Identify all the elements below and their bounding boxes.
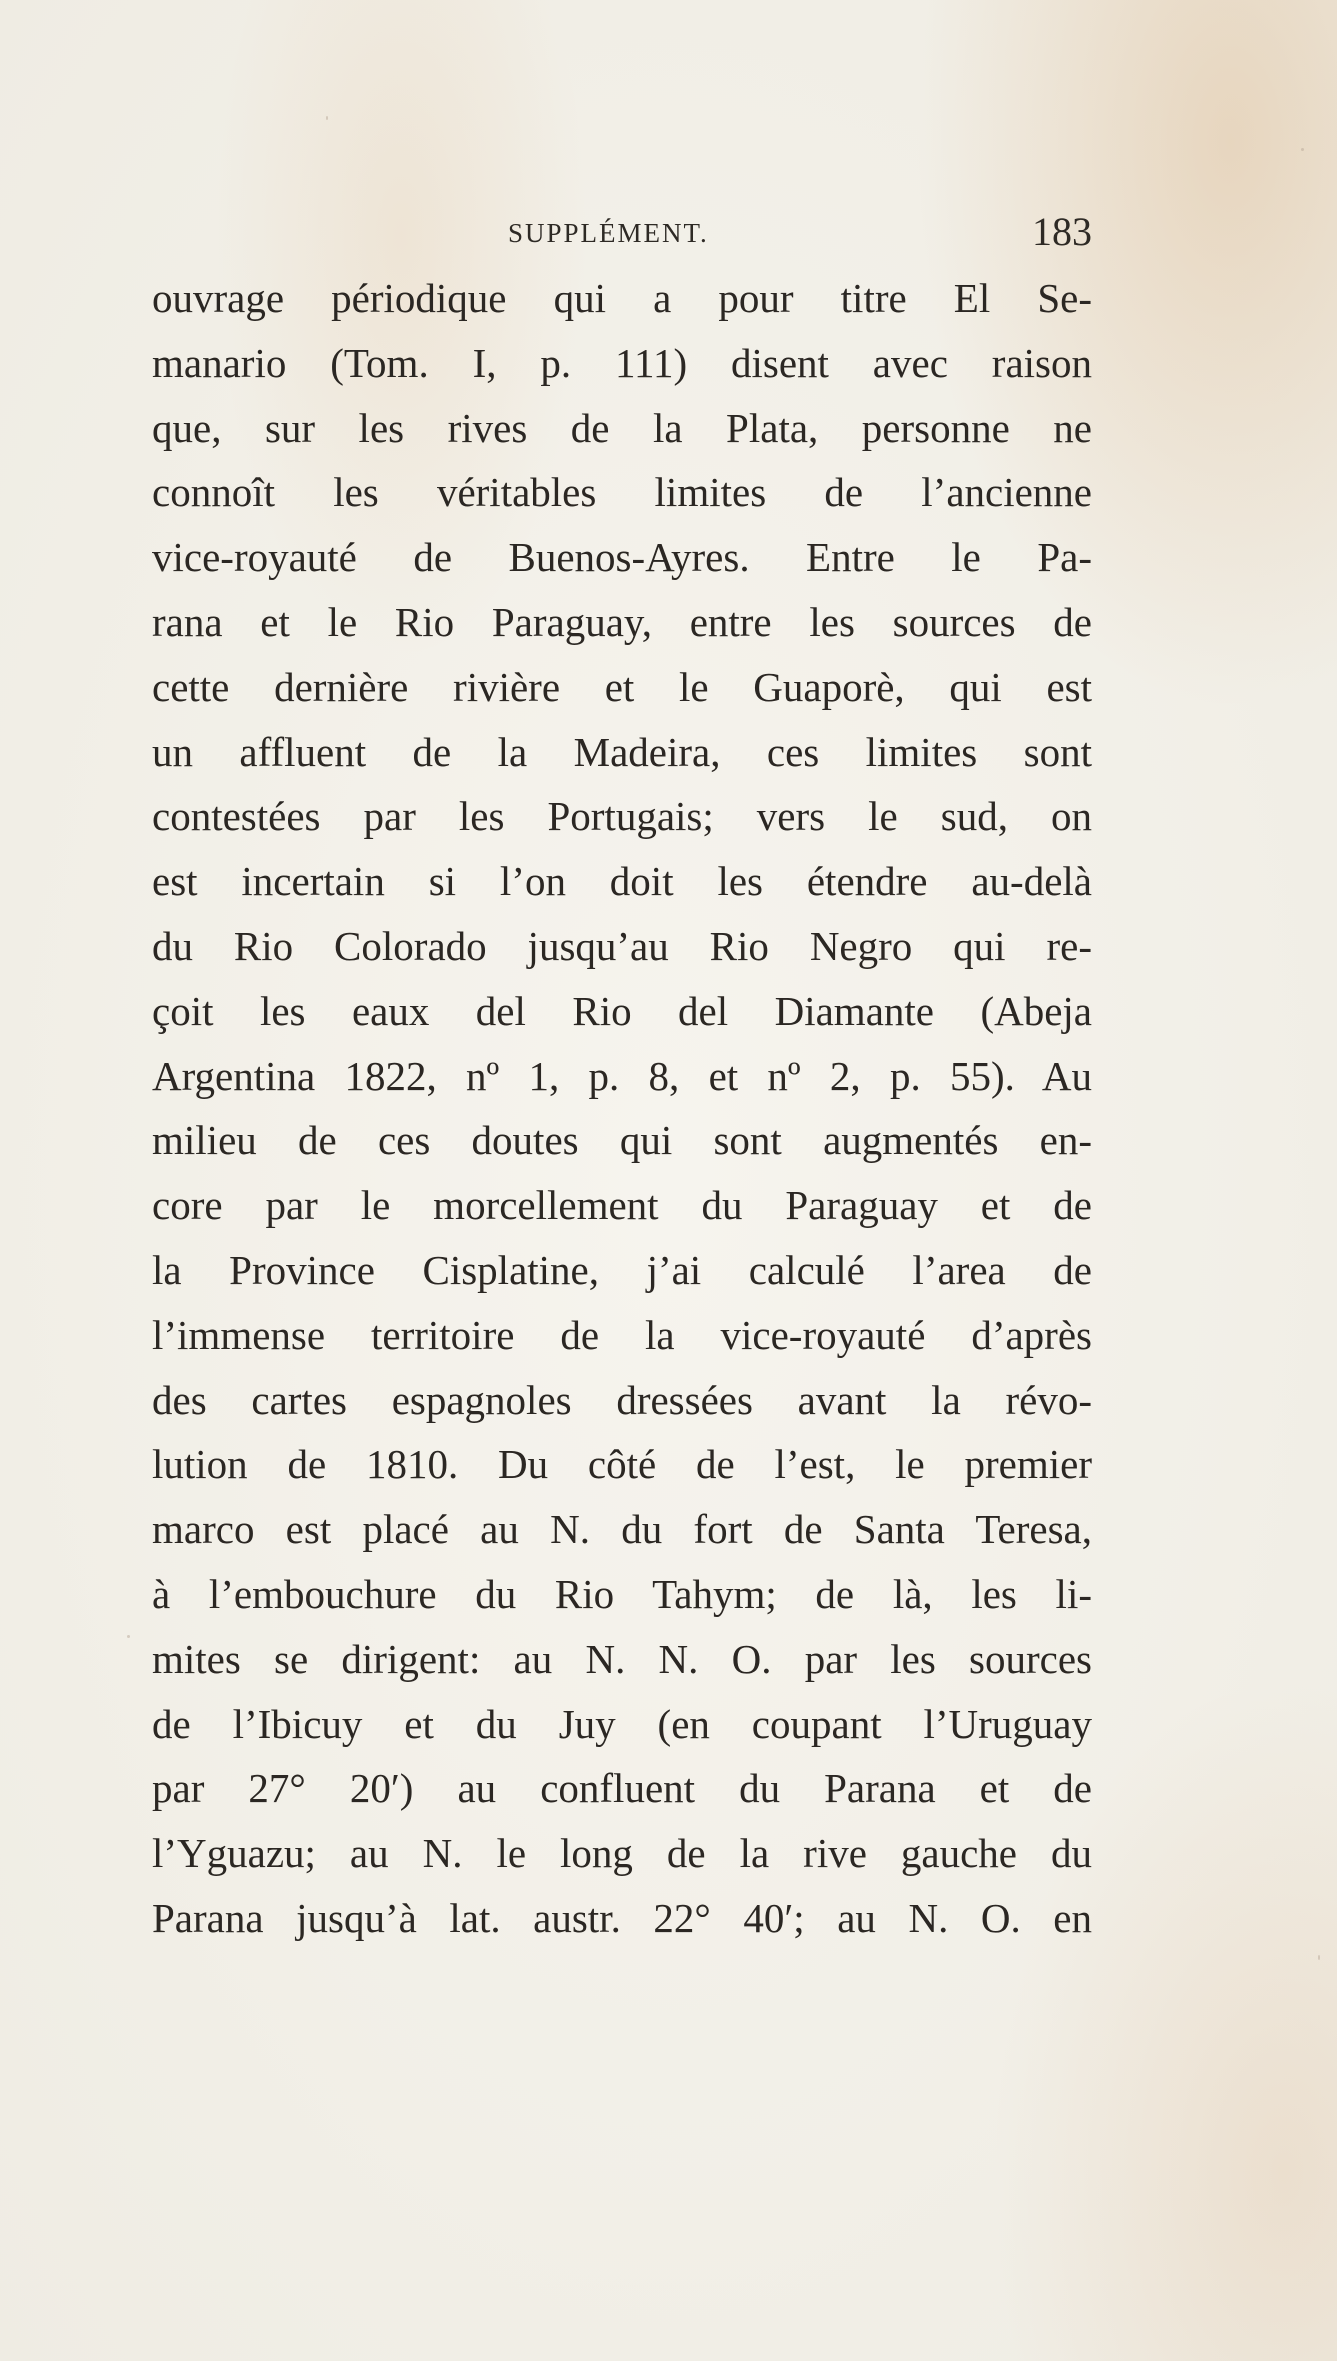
page-header xyxy=(150,208,1092,258)
text-line: marco est placé au N. du fort de Santa Teresa, xyxy=(152,1506,1092,1553)
text-line: de l’Ibicuy et du Juy (en coupant l’Uruguay xyxy=(152,1700,1092,1747)
running-head: SUPPLÉMENT. xyxy=(508,218,709,248)
text-line: est incertain si l’on doit les étendre au-delà xyxy=(152,858,1092,905)
text-line: çoit les eaux del Rio del Diamante (Abeja xyxy=(152,987,1092,1034)
text-line: un affluent de la Madeira, ces limites sont xyxy=(152,728,1092,775)
text-line: Argentina 1822, nº 1, p. 8, et nº 2, p. 55). Au xyxy=(152,1052,1092,1099)
text-line: mites se dirigent: au N. N. O. par les sources xyxy=(152,1635,1092,1682)
paper-speck xyxy=(326,116,328,120)
text-line: connoît les véritables limites de l’ancienne xyxy=(152,469,1092,516)
page-number: 183 xyxy=(1032,209,1092,254)
text-line: des cartes espagnoles dressées avant la révo- xyxy=(152,1376,1092,1423)
text-line: du Rio Colorado jusqu’au Rio Negro qui re- xyxy=(152,922,1092,969)
text-line: lution de 1810. Du côté de l’est, le premier xyxy=(152,1441,1092,1488)
text-line: cette dernière rivière et le Guaporè, qui est xyxy=(152,663,1092,710)
text-line: la Province Cisplatine, j’ai calculé l’area de xyxy=(152,1246,1092,1293)
text-line: Parana jusqu’à lat. austr. 22° 40′; au N. O. en xyxy=(152,1894,1092,1941)
paper-speck xyxy=(127,1635,130,1638)
text-line: à l’embouchure du Rio Tahym; de là, les li- xyxy=(152,1570,1092,1617)
body-text xyxy=(152,266,1092,1951)
text-line: l’Yguazu; au N. le long de la rive gauche du xyxy=(152,1830,1092,1877)
text-line: milieu de ces doutes qui sont augmentés en- xyxy=(152,1117,1092,1164)
text-line: contestées par les Portugais; vers le sud, on xyxy=(152,793,1092,840)
paper-speck xyxy=(1301,148,1304,151)
text-line: l’immense territoire de la vice-royauté d’après xyxy=(152,1311,1092,1358)
text-line: manario (Tom. I, p. 111) disent avec raison xyxy=(152,339,1092,386)
text-line: rana et le Rio Paraguay, entre les sources de xyxy=(152,598,1092,645)
paper-speck xyxy=(1318,1955,1320,1960)
text-line: core par le morcellement du Paraguay et de xyxy=(152,1182,1092,1229)
text-line: vice-royauté de Buenos-Ayres. Entre le Pa- xyxy=(152,534,1092,581)
text-line: ouvrage périodique qui a pour titre El Se- xyxy=(152,275,1092,321)
text-line: que, sur les rives de la Plata, personne ne xyxy=(152,404,1092,451)
text-line: par 27° 20′) au confluent du Parana et de xyxy=(152,1765,1092,1812)
